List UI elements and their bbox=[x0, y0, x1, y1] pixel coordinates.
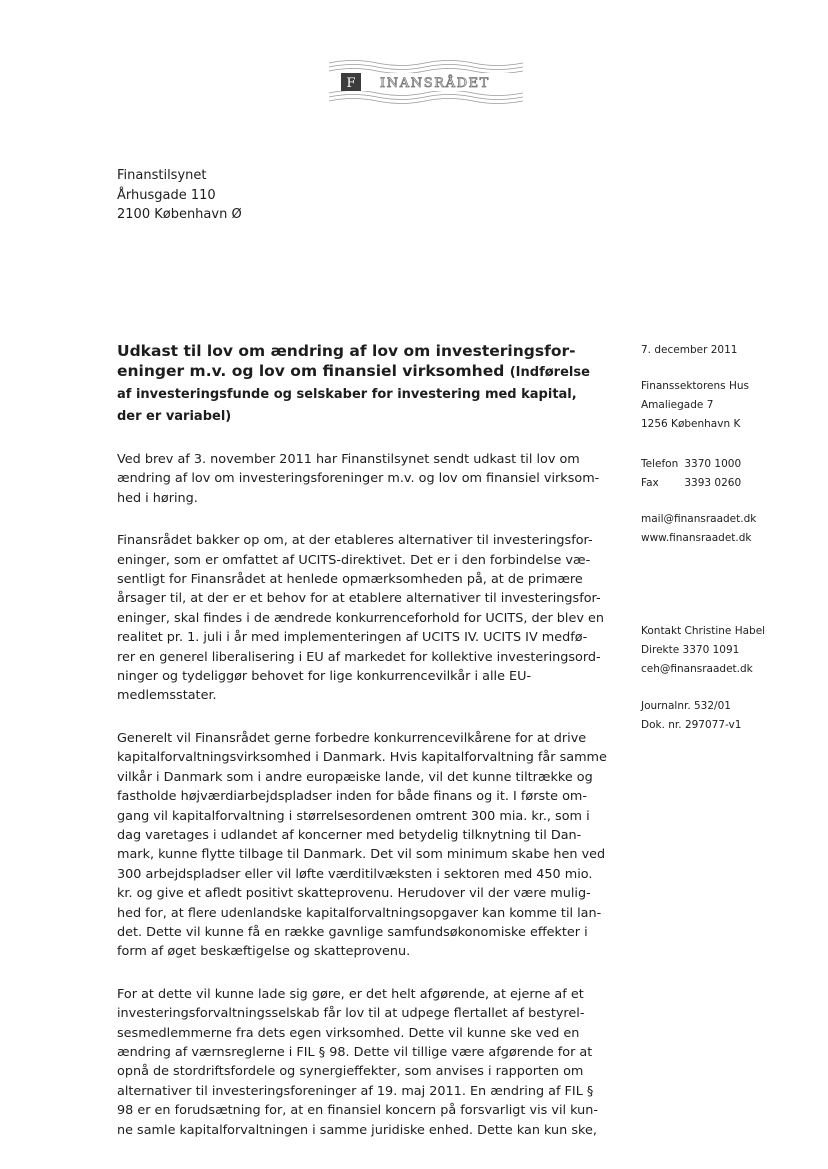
sender-phones bbox=[641, 455, 741, 493]
text-line: form af øget beskæftigelse og skatteprovenu. bbox=[117, 944, 411, 960]
text-line: årsager til, at der er et behov for at etablere alternativer til investeringsfor- bbox=[117, 591, 601, 607]
logo-text: INANSRÅDET bbox=[380, 76, 490, 91]
document-number: Dok. nr. 297077-v1 bbox=[641, 719, 742, 731]
text-line: investeringsforvaltningsselskab får lov til at udpege flertallet af bestyrel- bbox=[117, 1006, 585, 1022]
contact-block bbox=[641, 622, 765, 679]
phone-number: 3370 1000 bbox=[684, 458, 742, 470]
text-line: det. Dette vil kunne få en række gavnlige samfundsøkonomiske effekter i bbox=[117, 924, 588, 940]
letter-body bbox=[117, 341, 607, 1163]
recipient-address bbox=[117, 166, 242, 225]
finansraadet-logo bbox=[327, 57, 525, 107]
contact-person: Kontakt Christine Habel bbox=[641, 625, 766, 637]
subject-sub: (Indførelse af investeringsfunde og selskaber for investering med kapital, der er variabel) bbox=[117, 365, 590, 424]
sender-online bbox=[641, 510, 756, 548]
recipient-city: 2100 København Ø bbox=[117, 207, 242, 222]
text-line: gang vil kapitalforvaltning i størrelsesordenen omtrent 300 mia. kr., som i bbox=[117, 808, 590, 824]
recipient-name: Finanstilsynet bbox=[117, 168, 207, 183]
text-line: fastholde højværdiarbejdspladser inden for både finans og it. I første om- bbox=[117, 789, 587, 805]
text-line: sesmedlemmerne fra dets egen virksomhed. Dette vil kunne ske ved en bbox=[117, 1025, 580, 1041]
text-line: alternativer til investeringsforeninger af 19. maj 2011. En ændring af FIL § bbox=[117, 1083, 594, 1099]
text-line: ninger og tydeliggør behovet for lige konkurrencevilkår i alle EU- bbox=[117, 669, 532, 685]
reference-block bbox=[641, 697, 741, 735]
recipient-street: Århusgade 110 bbox=[117, 187, 216, 203]
subject-heading bbox=[117, 341, 597, 427]
text-line: hed i høring. bbox=[117, 490, 198, 506]
phone-label: Telefon bbox=[641, 458, 679, 470]
sender-org: Finanssektorens Hus bbox=[641, 380, 749, 392]
subject-main: Udkast til lov om ændring af lov om investeringsfor- eninger m.v. og lov om finansiel virksomhed bbox=[117, 342, 576, 380]
text-line: 98 er en forudsætning for, at en finansiel koncern på forsvarligt vis vil kun- bbox=[117, 1103, 598, 1119]
text-line: ændring af værnsreglerne i FIL § 98. Dette vil tillige være afgørende for at bbox=[117, 1044, 593, 1060]
contact-direct: Direkte 3370 1091 bbox=[641, 644, 740, 656]
contact-email: ceh@finansraadet.dk bbox=[641, 663, 753, 675]
text-line: dag varetages i udlandet af koncerner med betydelig tilknytning til Dan- bbox=[117, 827, 582, 843]
paragraph-4 bbox=[117, 985, 597, 1140]
letter-date: 7. december 2011 bbox=[641, 344, 738, 356]
text-line: medlemsstater. bbox=[117, 688, 217, 704]
text-line: eninger, som er omfattet af UCITS-direktivet. Det er i den forbindelse væ- bbox=[117, 552, 591, 568]
fax-row bbox=[641, 474, 741, 493]
text-line: Finansrådet bakker op om, at der etableres alternativer til investeringsfor- bbox=[117, 533, 593, 549]
text-line: kapitalforvaltningsvirksomhed i Danmark. Hvis kapitalforvaltning får samme bbox=[117, 750, 607, 766]
text-line: vilkår i Danmark som i andre europæiske lande, vil det kunne tiltrække og bbox=[117, 769, 593, 785]
text-line: ne samle kapitalforvaltningen i samme juridiske enhed. Dette kan kun ske, bbox=[117, 1122, 597, 1138]
text-line: ændring af lov om investeringsforeninger m.v. og lov om finansiel virksom- bbox=[117, 471, 600, 487]
text-line: Generelt vil Finansrådet gerne forbedre konkurrencevilkårene for at drive bbox=[117, 730, 587, 746]
text-line: rer en generel liberalisering i EU af markedet for kollektive investeringsord- bbox=[117, 649, 601, 665]
paragraph-2 bbox=[117, 531, 604, 706]
text-line: kr. og give et afledt positivt skatteprovenu. Herudover vil der være mulig- bbox=[117, 886, 591, 902]
fax-number: 3393 0260 bbox=[684, 477, 742, 489]
text-line: 300 arbejdspladser eller vil løfte værditilvæksten i sektoren med 450 mio. bbox=[117, 866, 593, 882]
text-line: For at dette vil kunne lade sig gøre, er det helt afgørende, at ejerne af et bbox=[117, 986, 584, 1002]
text-line: hed for, at flere udenlandske kapitalforvaltningsopgaver kan komme til lan- bbox=[117, 905, 602, 921]
sender-address bbox=[641, 377, 749, 434]
journal-number: Journalnr. 532/01 bbox=[641, 700, 731, 712]
text-line: eninger, skal findes i de ændrede konkurrenceforhold for UCITS, der blev en bbox=[117, 610, 604, 626]
text-line: Ved brev af 3. november 2011 har Finanstilsynet sendt udkast til lov om bbox=[117, 452, 580, 467]
paragraph-3 bbox=[117, 729, 607, 962]
fax-label: Fax bbox=[641, 477, 659, 489]
paragraph-1 bbox=[117, 450, 600, 508]
logo-graphic bbox=[327, 57, 525, 107]
sender-street: Amaliegade 7 bbox=[641, 399, 714, 411]
text-line: realitet pr. 1. juli i år med implementeringen af UCITS IV. UCITS IV medfø- bbox=[117, 630, 588, 646]
text-line: sentligt for Finansrådet at henlede opmærksomheden på, at de primære bbox=[117, 572, 583, 588]
phone-row bbox=[641, 455, 741, 474]
text-line: mark, kunne flytte tilbage til Danmark. Det vil som minimum skabe hen ved bbox=[117, 847, 606, 863]
logo-letter: F bbox=[346, 76, 356, 91]
sender-city: 1256 København K bbox=[641, 418, 741, 430]
text-line: opnå de stordriftsfordele og synergieffekter, som anvises i rapporten om bbox=[117, 1064, 584, 1080]
sender-website: www.finansraadet.dk bbox=[641, 532, 752, 544]
sender-email: mail@finansraadet.dk bbox=[641, 513, 757, 525]
